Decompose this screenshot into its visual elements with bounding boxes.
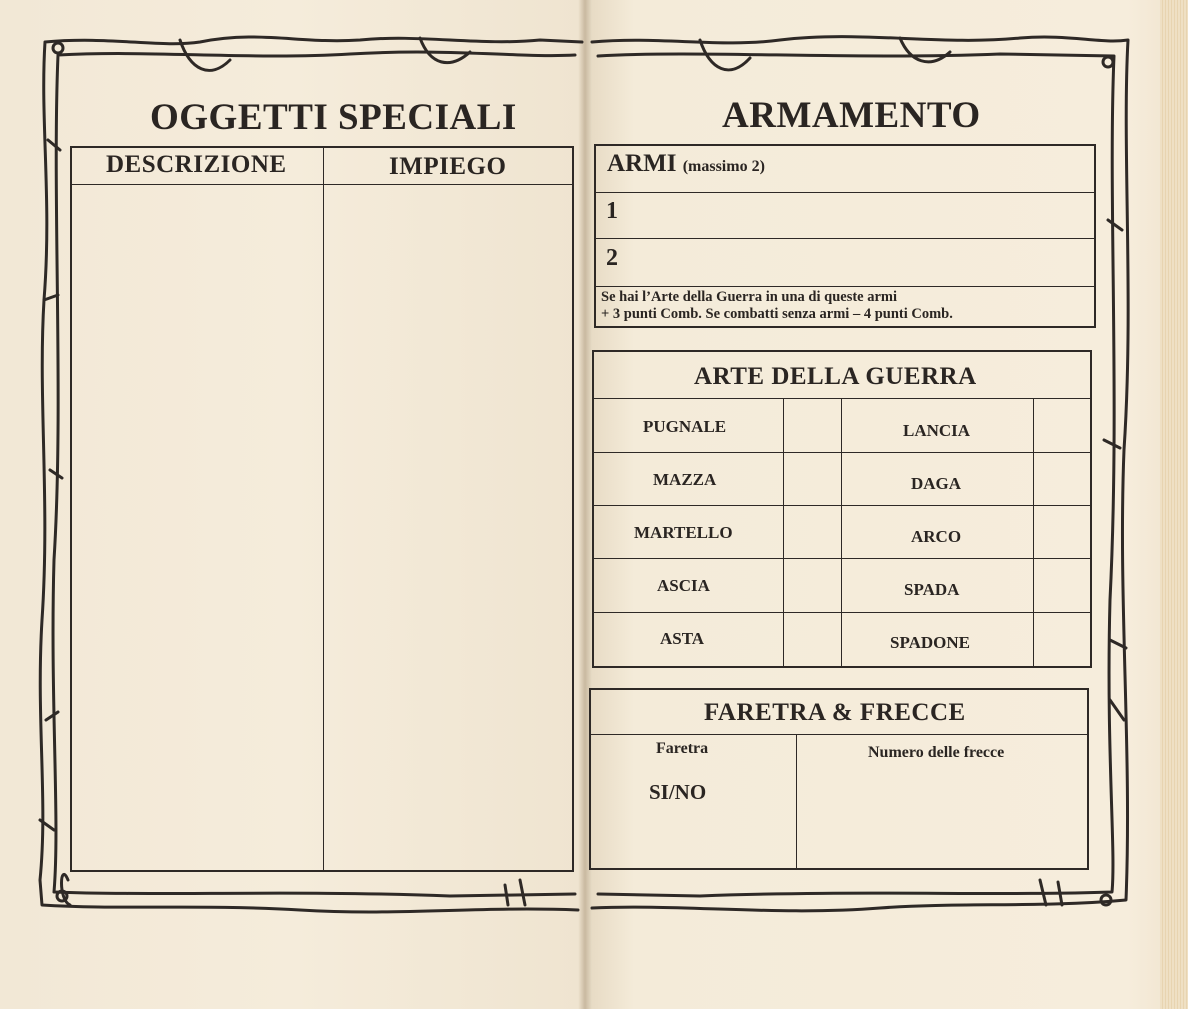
- weapon-ascia: ASCIA: [657, 576, 710, 595]
- numero-frecce-label: Numero delle frecce: [868, 744, 1005, 761]
- arte-col-divider-3: [1033, 399, 1034, 667]
- weapon-arco: ARCO: [911, 527, 962, 546]
- faretra-frecce-title: FARETRA & FRECCE: [704, 699, 966, 726]
- faretra-col-divider: [796, 735, 797, 869]
- weapon-martello: MARTELLO: [634, 523, 733, 542]
- arte-header-divider: [593, 398, 1091, 399]
- armi-label: [607, 150, 765, 178]
- oggetti-table: [70, 146, 574, 872]
- faretra-header-divider: [590, 734, 1088, 735]
- armi-divider-3: [595, 286, 1095, 287]
- weapon-daga: DAGA: [911, 474, 962, 493]
- arte-row-divider-2: [593, 505, 1091, 506]
- arte-row-divider-3: [593, 558, 1091, 559]
- faretra-label: Faretra: [656, 740, 709, 757]
- column-header-descrizione: DESCRIZIONE: [106, 151, 287, 178]
- weapon-spada: SPADA: [904, 580, 960, 599]
- armi-max-note: (massimo 2): [682, 158, 765, 175]
- column-header-impiego: IMPIEGO: [389, 153, 507, 180]
- oggetti-column-divider: [323, 147, 324, 871]
- page-title-armamento: ARMAMENTO: [722, 95, 981, 136]
- armi-label-text: ARMI: [607, 150, 677, 177]
- weapon-spadone: SPADONE: [890, 633, 970, 652]
- weapon-asta: ASTA: [660, 629, 705, 648]
- armi-footer-line-1: Se hai l’Arte della Guerra in una di queste armi: [601, 289, 898, 305]
- arte-row-divider-1: [593, 452, 1091, 453]
- faretra-si-no: SI/NO: [649, 780, 707, 804]
- armi-footer-line-2: + 3 punti Comb. Se combatti senza armi – 4 punti Comb.: [601, 306, 953, 322]
- arte-col-divider-2: [841, 399, 842, 667]
- armi-divider-1: [595, 192, 1095, 193]
- armi-divider-2: [595, 238, 1095, 239]
- arte-col-divider-1: [783, 399, 784, 667]
- arte-row-divider-4: [593, 612, 1091, 613]
- arte-della-guerra-title: ARTE DELLA GUERRA: [694, 363, 977, 390]
- weapon-mazza: MAZZA: [653, 470, 717, 489]
- armi-slot-1: 1: [606, 198, 618, 224]
- oggetti-header-divider: [71, 184, 573, 185]
- weapon-lancia: LANCIA: [903, 421, 971, 440]
- page-title-oggetti-speciali: OGGETTI SPECIALI: [150, 97, 517, 138]
- armi-slot-2: 2: [606, 245, 618, 271]
- weapon-pugnale: PUGNALE: [643, 417, 727, 436]
